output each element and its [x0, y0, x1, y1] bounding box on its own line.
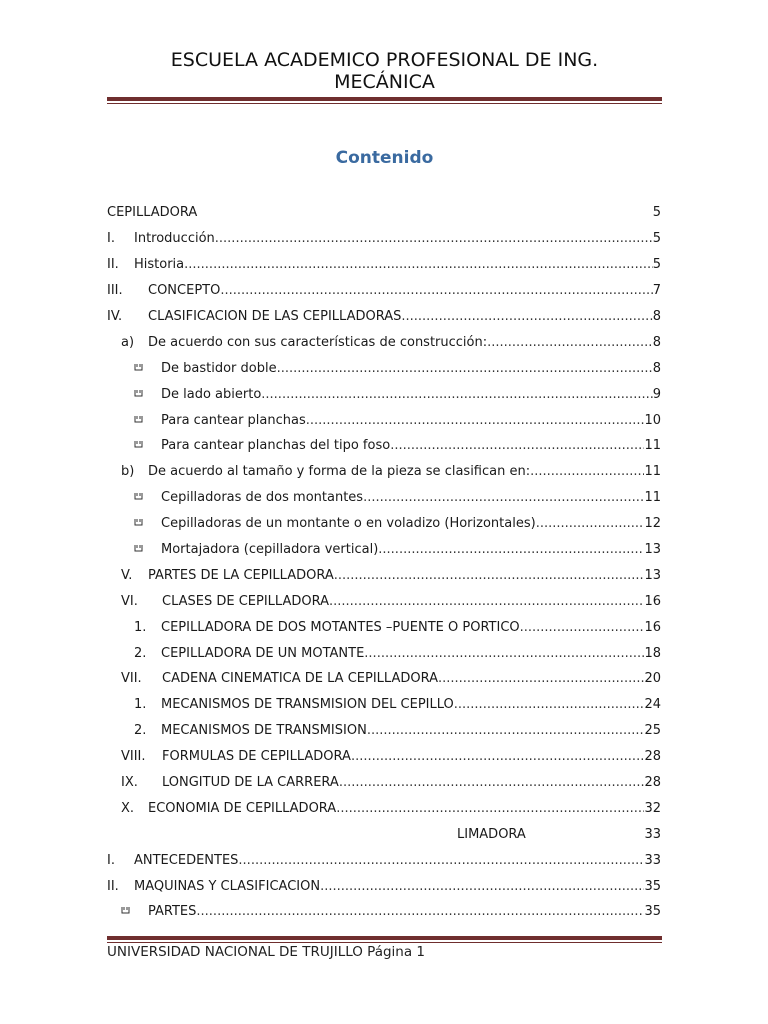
toc-dot-leader: [520, 620, 645, 635]
toc-entry-title: Para cantear planchas: [161, 412, 306, 428]
toc-entry[interactable]: [107, 666, 661, 692]
toc-entry-page-number: 5: [652, 231, 661, 247]
toc-entry-page-number: 16: [644, 593, 661, 609]
toc-entry-title: CEPILLADORA: [107, 205, 198, 221]
toc-entry-marker: 2.: [134, 723, 147, 739]
toc-entry-page-number: 32: [644, 800, 661, 816]
toc-entry-marker: I.: [107, 852, 115, 868]
toc-entry[interactable]: [107, 355, 661, 381]
checkbox-bullet-icon: [134, 516, 161, 531]
checkbox-bullet-icon: [134, 361, 161, 376]
toc-entry-title: MAQUINAS Y CLASIFICACION: [134, 878, 321, 894]
toc-entry-marker: V.: [121, 567, 133, 583]
toc-entry[interactable]: [107, 459, 661, 485]
page-footer: UNIVERSIDAD NACIONAL DE TRUJILLO Página 1: [107, 944, 426, 960]
toc-entry[interactable]: [107, 847, 661, 873]
toc-entry-page-number: 13: [644, 567, 661, 583]
toc-entry-page-number: 16: [644, 619, 661, 635]
toc-dot-leader: [530, 464, 644, 479]
toc-dot-leader: [306, 413, 645, 428]
toc-entry-marker: VII.: [121, 671, 142, 687]
toc-entry-title: De acuerdo al tamaño y forma de la pieza se clasifican en:: [148, 464, 531, 480]
toc-entry-title: FORMULAS DE CEPILLADORA: [162, 749, 351, 765]
toc-entry-page-number: 8: [652, 309, 661, 324]
checkbox-bullet-icon: [134, 490, 161, 505]
toc-dot-leader: [184, 257, 653, 272]
document-header-title: [107, 49, 662, 93]
toc-dot-leader: [220, 283, 652, 298]
toc-entry[interactable]: [107, 899, 661, 925]
checkbox-bullet-icon: [121, 904, 148, 919]
toc-entry-marker: I.: [107, 231, 115, 247]
toc-entry-marker: 2.: [134, 645, 147, 661]
toc-entry-marker: X.: [121, 800, 135, 816]
toc-dot-leader: [351, 749, 645, 764]
toc-entry-title: CADENA CINEMATICA DE LA CEPILLADORA: [162, 671, 438, 687]
toc-entry-marker: VI.: [121, 593, 138, 609]
toc-entry[interactable]: [107, 562, 661, 588]
toc-dot-leader: [277, 361, 653, 376]
toc-entry[interactable]: [107, 614, 661, 640]
toc-entry[interactable]: [107, 407, 661, 433]
toc-entry-page-number: 12: [644, 516, 661, 532]
header-title-line-1: ESCUELA ACADEMICO PROFESIONAL DE ING.: [170, 49, 599, 71]
toc-entry-title: CONCEPTO: [148, 283, 221, 299]
toc-entry-title: CEPILLADORA DE DOS MOTANTES –PUENTE O PORTICO: [161, 619, 520, 635]
toc-entry[interactable]: [107, 692, 661, 718]
toc-dot-leader: [363, 490, 644, 505]
checkbox-bullet-icon: [134, 387, 161, 402]
toc-entry-title: PARTES: [148, 904, 197, 920]
toc-entry-page-number: 8: [652, 334, 661, 350]
toc-dot-leader: [329, 594, 644, 609]
toc-entry-title: MECANISMOS DE TRANSMISION: [161, 723, 367, 739]
toc-entry-page-number: 20: [644, 671, 661, 687]
footer-divider: [107, 936, 662, 943]
toc-entry-page-number: 28: [644, 749, 661, 765]
toc-entry-page-number: 11: [644, 490, 661, 506]
checkbox-bullet-icon: [134, 438, 161, 453]
toc-entry[interactable]: [107, 744, 661, 770]
toc-dot-leader: [336, 801, 644, 816]
toc-dot-leader: [536, 516, 645, 531]
toc-dot-leader: [238, 853, 644, 868]
toc-entry[interactable]: [107, 329, 661, 355]
toc-entry[interactable]: [107, 770, 661, 796]
toc-entry-page-number: 24: [644, 697, 661, 713]
toc-entry[interactable]: [107, 304, 661, 330]
toc-entry-page-number: 7: [652, 283, 661, 299]
toc-entry-title: MECANISMOS DE TRANSMISION DEL CEPILLO: [161, 697, 454, 713]
table-of-contents: [107, 200, 661, 925]
toc-entry[interactable]: [107, 485, 661, 511]
toc-entry-title: CLASIFICACION DE LAS CEPILLADORAS: [148, 309, 402, 324]
checkbox-bullet-icon: [134, 413, 161, 428]
toc-dot-leader: [438, 671, 644, 686]
toc-entry[interactable]: [107, 537, 661, 563]
toc-entry-title: ECONOMIA DE CEPILLADORA: [148, 800, 337, 816]
toc-dot-leader: [339, 775, 645, 790]
checkbox-bullet-icon: [134, 542, 161, 557]
toc-dot-leader: [487, 335, 653, 350]
toc-dot-leader: [320, 879, 644, 894]
toc-entry-page-number: 18: [644, 645, 661, 661]
toc-entry-title: Para cantear planchas del tipo foso: [161, 438, 391, 454]
toc-entry[interactable]: [107, 718, 661, 744]
toc-dot-leader: [367, 723, 645, 738]
toc-entry-page-number: 9: [652, 386, 661, 402]
toc-entry-title: Introducción: [134, 231, 215, 247]
toc-dot-leader: [334, 568, 645, 583]
toc-entry-page-number: 13: [644, 542, 661, 558]
toc-entry-page-number: 11: [644, 438, 661, 454]
toc-entry[interactable]: [107, 873, 661, 899]
toc-entry-title: PARTES DE LA CEPILLADORA: [148, 567, 334, 583]
toc-entry-title: De bastidor doble: [161, 360, 277, 376]
toc-entry-title: CEPILLADORA DE UN MOTANTE: [161, 645, 365, 661]
toc-entry[interactable]: [107, 433, 661, 459]
toc-entry-marker: VIII.: [121, 749, 146, 765]
toc-dot-leader: [390, 438, 644, 453]
toc-entry-page-number: 35: [644, 878, 661, 894]
toc-entry[interactable]: [107, 226, 661, 252]
toc-dot-leader: [401, 309, 652, 324]
toc-entry-marker: a): [121, 334, 135, 350]
toc-entry-page-number: 5: [652, 257, 661, 273]
toc-dot-leader: [196, 904, 644, 919]
toc-entry-title: CLASES DE CEPILLADORA: [162, 593, 330, 609]
toc-entry[interactable]: [107, 588, 661, 614]
toc-dot-leader: [454, 697, 645, 712]
toc-entry-page-number: 25: [644, 723, 661, 739]
toc-entry-title: Mortajadora (cepilladora vertical): [161, 542, 379, 558]
toc-entry-page-number: 8: [652, 360, 661, 376]
toc-entry-marker: II.: [107, 878, 119, 894]
toc-entry[interactable]: [107, 381, 661, 407]
toc-entry-marker: III.: [107, 283, 123, 299]
toc-entry-title: LIMADORA: [457, 826, 526, 842]
toc-entry[interactable]: [107, 278, 661, 304]
toc-dot-leader: [261, 387, 652, 402]
toc-entry-title: De acuerdo con sus características de construcción:: [148, 334, 488, 350]
toc-entry[interactable]: [107, 640, 661, 666]
toc-entry-page-number: 10: [644, 412, 661, 428]
toc-entry-marker: II.: [107, 257, 119, 273]
toc-entry-title: Historia: [134, 257, 185, 273]
toc-entry-marker: b): [121, 464, 135, 480]
toc-entry[interactable]: [107, 821, 661, 847]
toc-entry-marker: 1.: [134, 619, 147, 635]
toc-entry-page-number: 5: [652, 205, 661, 221]
header-title-line-2: MECÁNICA: [334, 71, 435, 93]
toc-entry-page-number: 33: [644, 852, 661, 868]
toc-entry[interactable]: [107, 200, 661, 226]
toc-entry-page-number: 28: [644, 775, 661, 791]
toc-entry-marker: 1.: [134, 697, 147, 713]
toc-dot-leader: [364, 646, 644, 661]
toc-entry-page-number: 11: [644, 464, 661, 480]
header-divider: [107, 97, 662, 104]
toc-dot-leader: [378, 542, 644, 557]
toc-entry-page-number: 33: [644, 826, 661, 842]
toc-entry-page-number: 35: [644, 904, 661, 920]
toc-entry[interactable]: [107, 795, 661, 821]
toc-entry-title: De lado abierto: [161, 386, 262, 402]
toc-entry-title: ANTECEDENTES: [134, 852, 239, 868]
toc-entry[interactable]: [107, 511, 661, 537]
toc-entry[interactable]: [107, 252, 661, 278]
toc-entry-marker: IX.: [121, 775, 138, 791]
toc-entry-marker: IV.: [107, 309, 123, 324]
toc-entry-title: Cepilladoras de dos montantes: [161, 490, 364, 506]
toc-dot-leader: [215, 231, 653, 246]
toc-entry-title: LONGITUD DE LA CARRERA: [162, 775, 339, 791]
toc-heading: Contenido: [335, 148, 434, 168]
toc-entry-title: Cepilladoras de un montante o en voladizo (Horizontales): [161, 516, 536, 532]
